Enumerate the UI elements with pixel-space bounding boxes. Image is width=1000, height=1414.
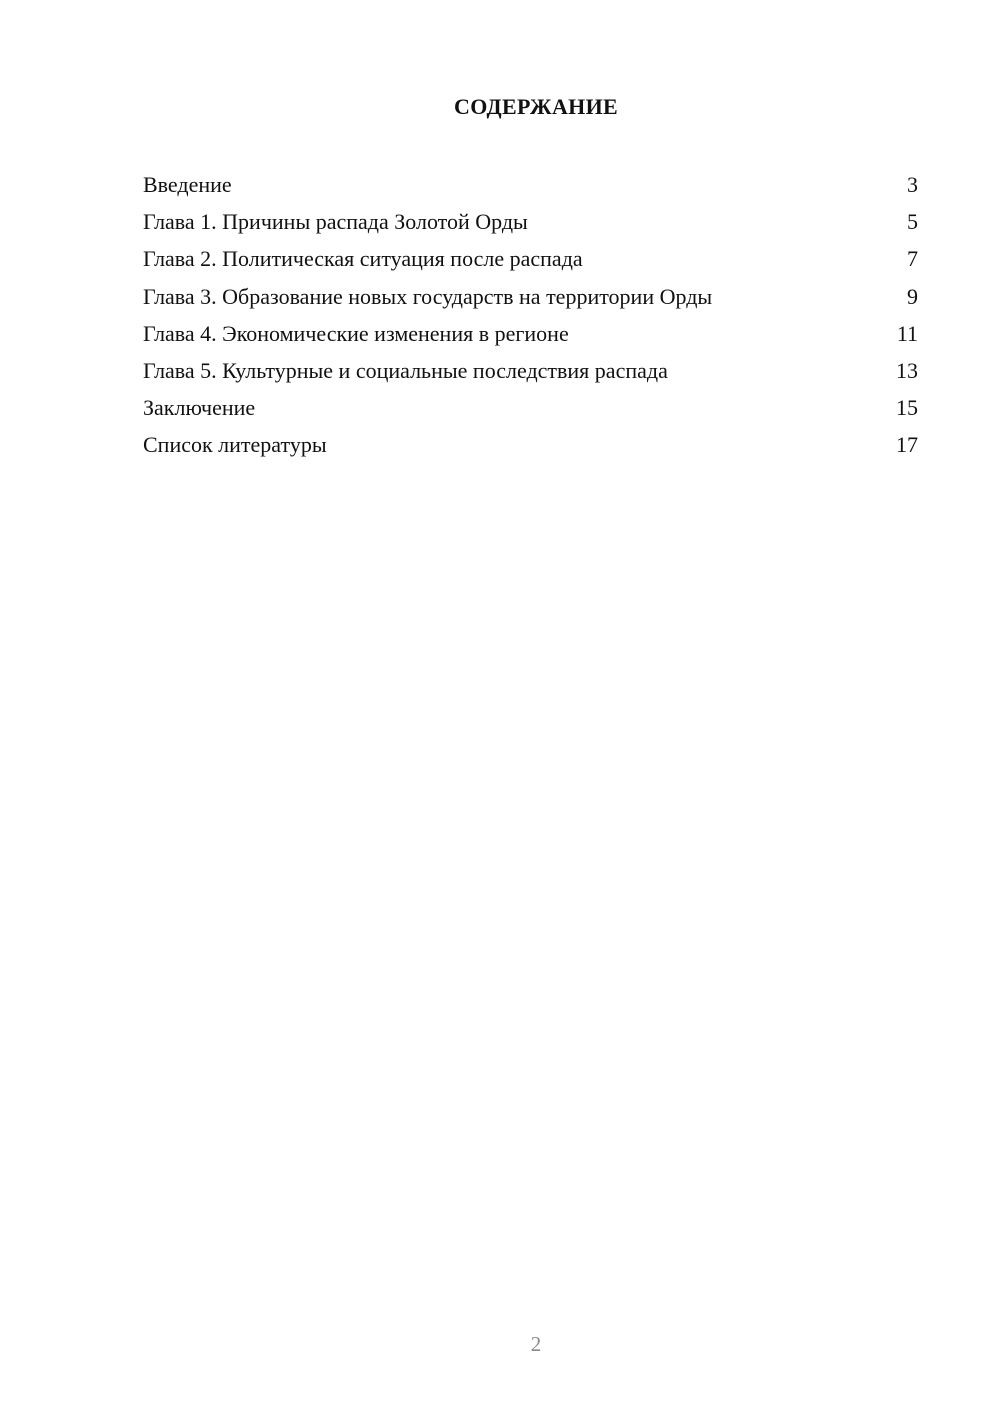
toc-entry-page: 11 (896, 320, 918, 346)
toc-entry-title: Глава 1. Причины распада Золотой Орды (143, 209, 528, 235)
toc-entry (143, 282, 918, 319)
toc-entry-title: Глава 3. Образование новых государств на территории Орды (143, 283, 713, 309)
toc-entry-page: 7 (907, 246, 918, 272)
toc-entry (143, 319, 918, 356)
toc-entry-title: Список литературы (143, 432, 327, 458)
toc-entry (143, 170, 918, 207)
page-number: 2 (530, 1332, 542, 1356)
toc-entry-page: 5 (907, 209, 918, 235)
toc-entry-page: 13 (896, 357, 918, 383)
toc-entry-title: Заключение (143, 395, 256, 421)
page-title: СОДЕРЖАНИЕ (454, 94, 618, 119)
toc-entry-title: Глава 5. Культурные и социальные последствия распада (143, 357, 668, 383)
toc-entry-page: 15 (896, 395, 918, 421)
toc-entry (143, 393, 918, 430)
toc-entry-title: Введение (143, 172, 232, 197)
toc-entry (143, 356, 918, 393)
toc-entry-page: 3 (907, 172, 918, 197)
toc-entry-page: 9 (907, 283, 918, 309)
toc-entry (143, 207, 918, 244)
toc-entry-title: Глава 2. Политическая ситуация после распада (143, 246, 583, 272)
toc-entry (143, 430, 918, 467)
toc-entry (143, 244, 918, 281)
table-of-contents (143, 170, 918, 468)
toc-entry-title: Глава 4. Экономические изменения в регионе (143, 320, 569, 346)
toc-entry-page: 17 (896, 432, 918, 458)
